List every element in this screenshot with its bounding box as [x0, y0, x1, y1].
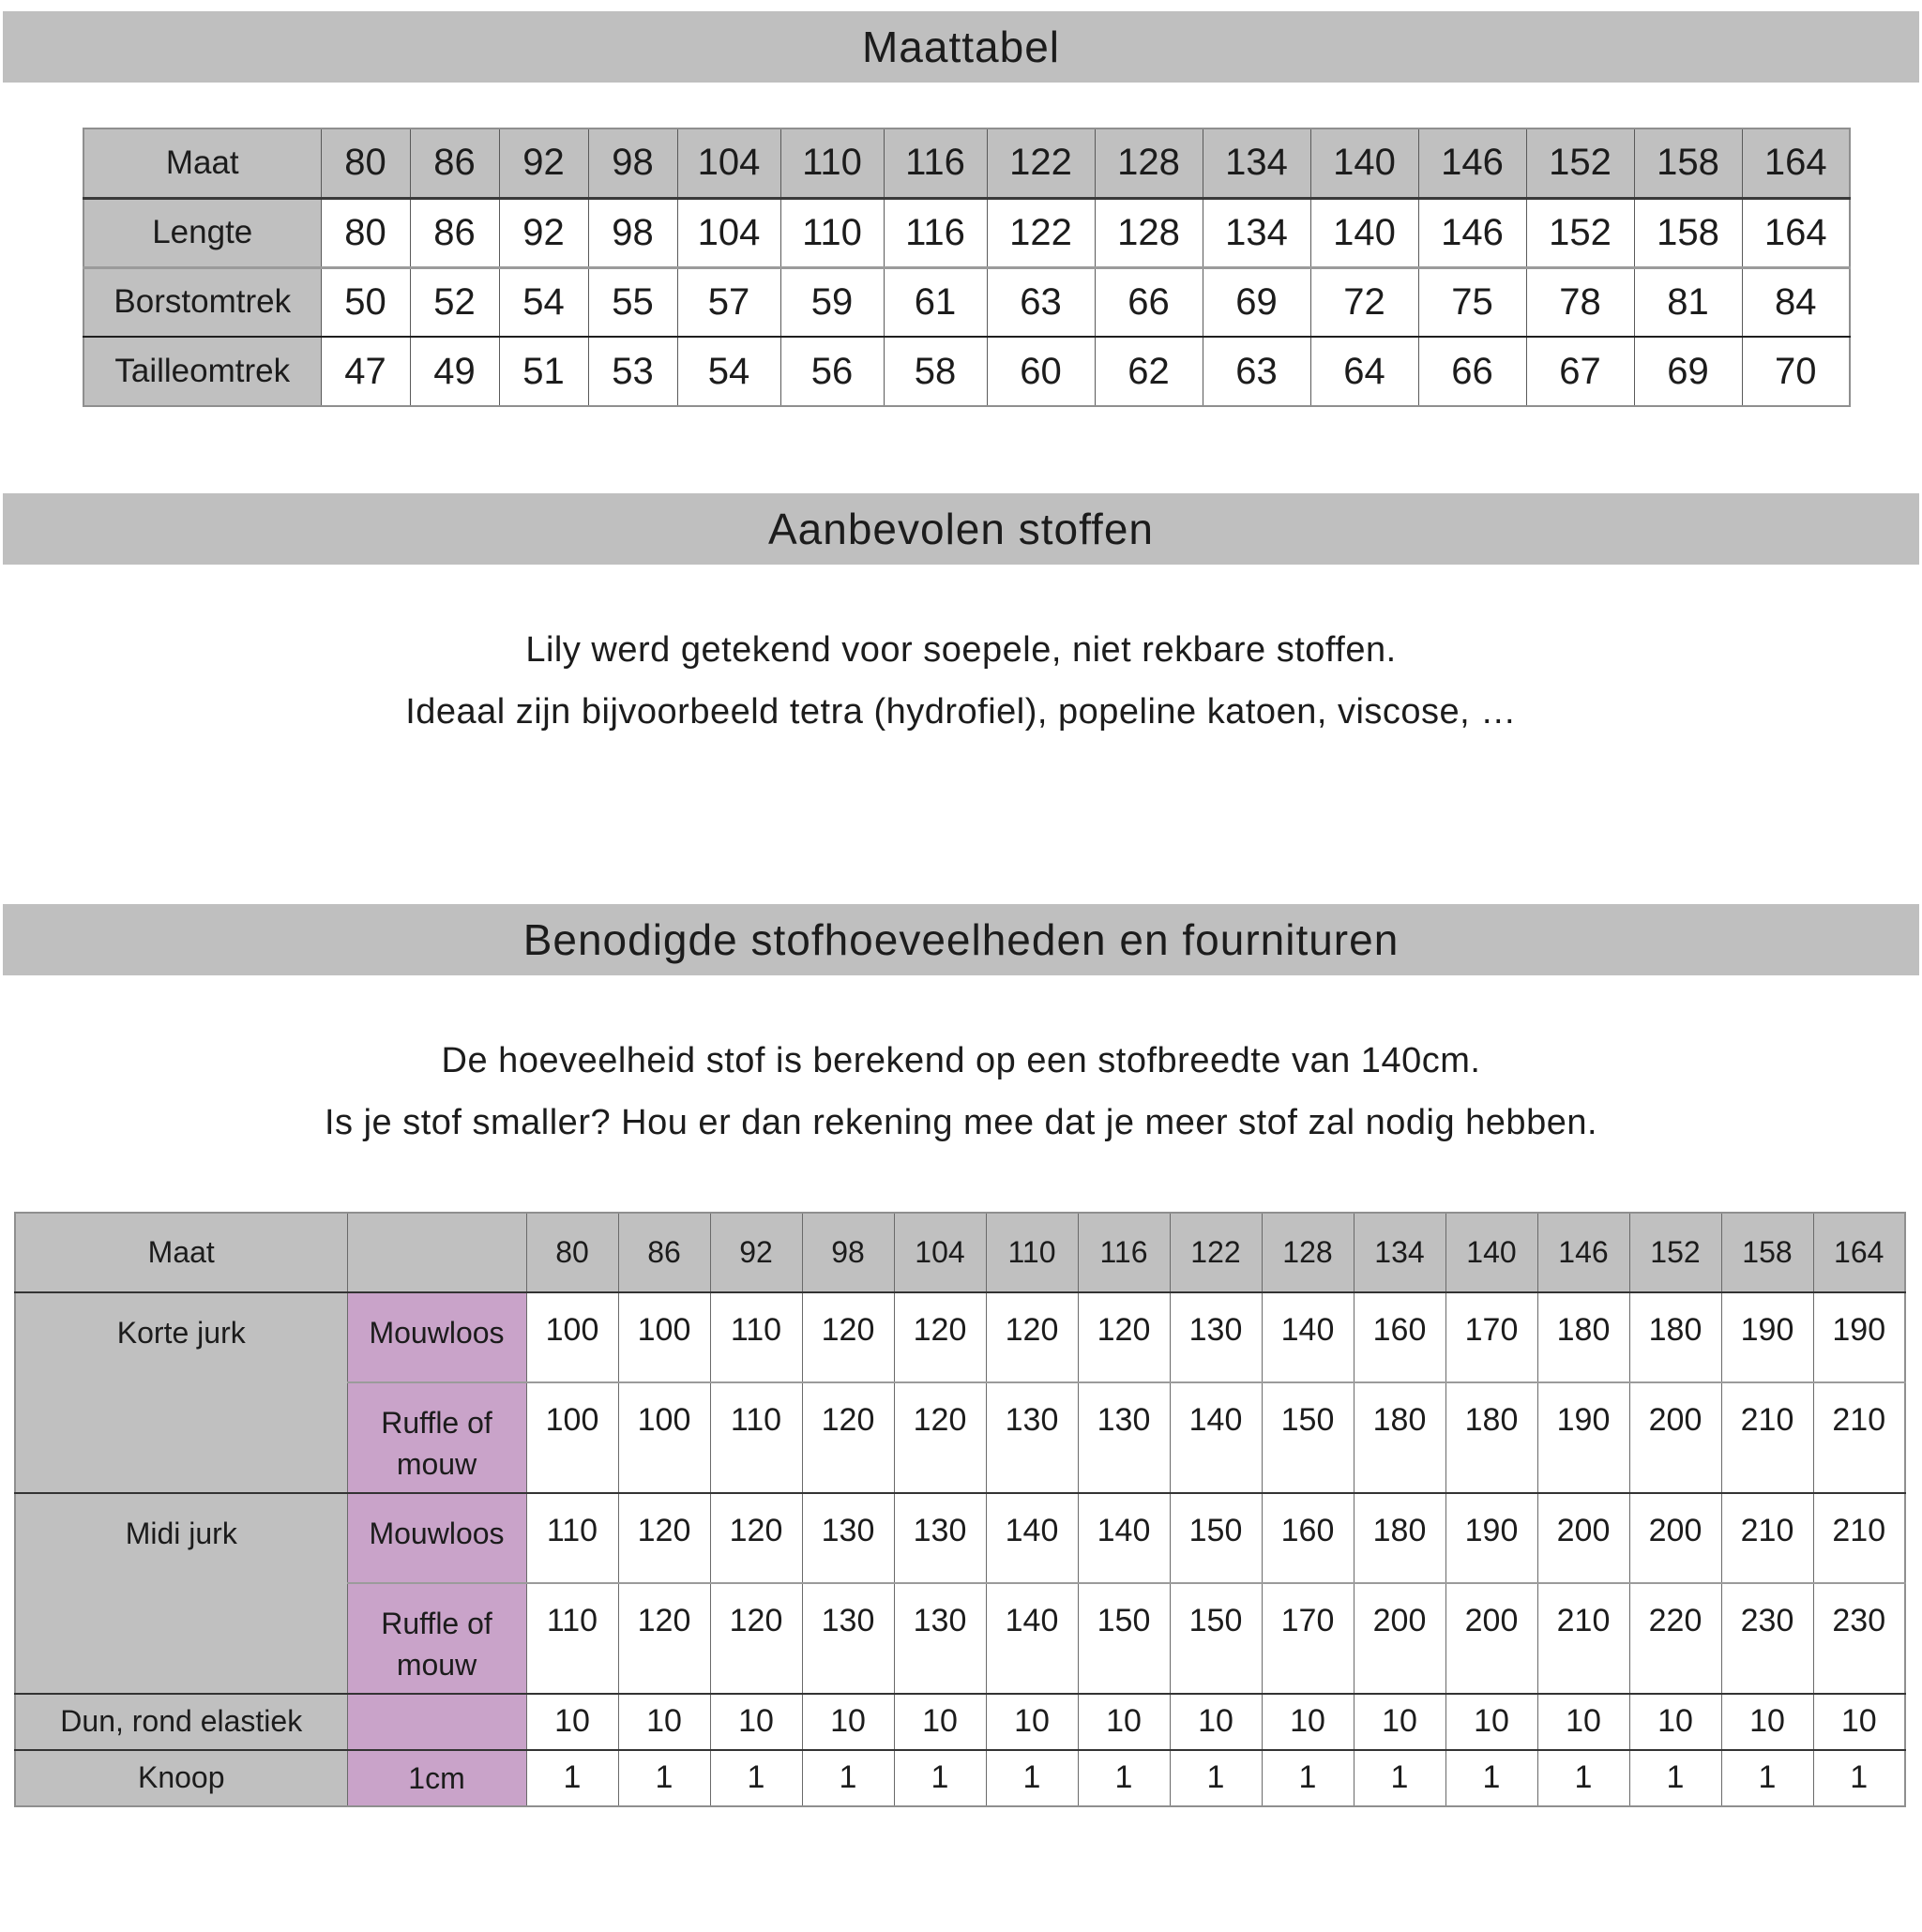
- materials-table-cell: 130: [894, 1493, 986, 1583]
- materials-table-cell: 10: [1537, 1694, 1629, 1750]
- size-table-cell: 72: [1310, 267, 1418, 337]
- materials-table-cell: 130: [1170, 1292, 1262, 1382]
- materials-table-cell: 180: [1354, 1382, 1445, 1493]
- size-table-row-label: Tailleomtrek: [83, 337, 321, 406]
- size-table-cell: 64: [1310, 337, 1418, 406]
- materials-table-cell: 1: [1445, 1750, 1537, 1806]
- size-table-cell: 80: [321, 128, 410, 198]
- materials-table-cell: 1: [802, 1750, 894, 1806]
- size-table-cell: 98: [588, 128, 677, 198]
- materials-table-cell: 10: [986, 1694, 1078, 1750]
- materials-row-variant: 1cm: [347, 1750, 526, 1806]
- materials-table-cell: 120: [802, 1382, 894, 1493]
- materials-table-cell: 150: [1170, 1493, 1262, 1583]
- section-title-maattabel: Maattabel: [861, 23, 1060, 71]
- size-table-cell: 116: [884, 128, 987, 198]
- materials-header-size: 86: [618, 1213, 710, 1292]
- materials-table-cell: 210: [1721, 1382, 1813, 1493]
- materials-table-cell: 140: [1262, 1292, 1354, 1382]
- materials-table-cell: 1: [526, 1750, 618, 1806]
- materials-table-cell: 100: [526, 1382, 618, 1493]
- materials-table-cell: 1: [1262, 1750, 1354, 1806]
- materials-table-cell: 200: [1354, 1583, 1445, 1694]
- materials-row-variant: Ruffle of mouw: [347, 1583, 526, 1694]
- size-table-cell: 122: [987, 128, 1095, 198]
- benodigdheden-line-1: De hoeveelheid stof is berekend op een stofbreedte van 140cm.: [441, 1041, 1481, 1080]
- materials-table-cell: 1: [710, 1750, 802, 1806]
- materials-table-cell: 190: [1445, 1493, 1537, 1583]
- materials-header-row: [15, 1213, 1905, 1292]
- materials-header-size: 104: [894, 1213, 986, 1292]
- size-table-cell: 53: [588, 337, 677, 406]
- materials-table-cell: 110: [526, 1493, 618, 1583]
- size-table-cell: 92: [499, 198, 588, 267]
- materials-table-cell: 120: [986, 1292, 1078, 1382]
- size-table-cell: 62: [1095, 337, 1203, 406]
- materials-table-cell: 1: [1170, 1750, 1262, 1806]
- materials-table-cell: 230: [1813, 1583, 1905, 1694]
- materials-table-cell: 140: [986, 1583, 1078, 1694]
- materials-table-cell: 1: [1354, 1750, 1445, 1806]
- materials-table-cell: 10: [1170, 1694, 1262, 1750]
- materials-header-size: 152: [1629, 1213, 1721, 1292]
- materials-table-cell: 10: [1354, 1694, 1445, 1750]
- materials-table-cell: 140: [1078, 1493, 1170, 1583]
- materials-table-cell: 210: [1813, 1493, 1905, 1583]
- materials-header-size: 98: [802, 1213, 894, 1292]
- materials-row-variant: Ruffle of mouw: [347, 1382, 526, 1493]
- size-table-cell: 66: [1418, 337, 1526, 406]
- materials-table-cell: 210: [1813, 1382, 1905, 1493]
- materials-table-cell: 10: [1262, 1694, 1354, 1750]
- size-table-cell: 75: [1418, 267, 1526, 337]
- materials-header-size: 116: [1078, 1213, 1170, 1292]
- size-table-cell: 70: [1742, 337, 1850, 406]
- size-chart-table: [83, 128, 1851, 407]
- materials-table-cell: 200: [1537, 1493, 1629, 1583]
- materials-table-cell: 1: [1813, 1750, 1905, 1806]
- materials-table-row: [15, 1694, 1905, 1750]
- section-title-stoffen: Aanbevolen stoffen: [767, 505, 1155, 553]
- materials-table-cell: 10: [1813, 1694, 1905, 1750]
- materials-table-cell: 220: [1629, 1583, 1721, 1694]
- materials-table-cell: 1: [1629, 1750, 1721, 1806]
- materials-table-cell: 10: [894, 1694, 986, 1750]
- size-table-cell: 69: [1634, 337, 1742, 406]
- size-table-row: [83, 128, 1850, 198]
- size-table-cell: 52: [410, 267, 499, 337]
- materials-table-cell: 130: [1078, 1382, 1170, 1493]
- size-table-cell: 98: [588, 198, 677, 267]
- section-title-benodigdheden: Benodigde stofhoeveelheden en fournituren: [522, 915, 1400, 964]
- size-table-cell: 63: [1203, 337, 1310, 406]
- stoffen-line-2: Ideaal zijn bijvoorbeeld tetra (hydrofiel), popeline katoen, viscose, …: [405, 692, 1517, 732]
- size-table-cell: 134: [1203, 128, 1310, 198]
- materials-table-cell: 210: [1537, 1583, 1629, 1694]
- materials-table-cell: 1: [986, 1750, 1078, 1806]
- materials-table-cell: 100: [618, 1382, 710, 1493]
- size-table-cell: 158: [1634, 198, 1742, 267]
- materials-row-variant: Mouwloos: [347, 1493, 526, 1583]
- size-chart-body: [83, 128, 1850, 406]
- size-table-row-label: Lengte: [83, 198, 321, 267]
- materials-table-cell: 160: [1262, 1493, 1354, 1583]
- size-table-cell: 116: [884, 198, 987, 267]
- materials-table-row: [15, 1750, 1905, 1806]
- materials-table-cell: 120: [894, 1292, 986, 1382]
- materials-table-cell: 230: [1721, 1583, 1813, 1694]
- materials-table-body: [15, 1213, 1905, 1806]
- size-table-row: [83, 198, 1850, 267]
- size-table-cell: 54: [499, 267, 588, 337]
- materials-header-size: 80: [526, 1213, 618, 1292]
- materials-table-cell: 180: [1629, 1292, 1721, 1382]
- materials-header-label: Maat: [15, 1213, 347, 1292]
- stoffen-paragraph: [0, 619, 1922, 743]
- size-table-cell: 158: [1634, 128, 1742, 198]
- materials-table-cell: 1: [1721, 1750, 1813, 1806]
- size-table-cell: 54: [677, 337, 780, 406]
- size-table-cell: 61: [884, 267, 987, 337]
- materials-table-cell: 130: [894, 1583, 986, 1694]
- materials-table-cell: 10: [618, 1694, 710, 1750]
- materials-table-cell: 120: [618, 1493, 710, 1583]
- materials-header-size: 122: [1170, 1213, 1262, 1292]
- size-table-cell: 55: [588, 267, 677, 337]
- materials-header-size: 110: [986, 1213, 1078, 1292]
- size-table-cell: 104: [677, 128, 780, 198]
- size-table-cell: 84: [1742, 267, 1850, 337]
- size-table-cell: 56: [780, 337, 884, 406]
- materials-table-cell: 140: [1170, 1382, 1262, 1493]
- materials-table-cell: 1: [1537, 1750, 1629, 1806]
- materials-table-cell: 1: [1078, 1750, 1170, 1806]
- size-table-cell: 51: [499, 337, 588, 406]
- materials-table-row: [15, 1292, 1905, 1382]
- section-banner-stoffen: [3, 493, 1919, 565]
- size-table-cell: 86: [410, 128, 499, 198]
- materials-table-cell: 1: [894, 1750, 986, 1806]
- size-table-row-label: Maat: [83, 128, 321, 198]
- size-table-cell: 164: [1742, 128, 1850, 198]
- size-table-cell: 63: [987, 267, 1095, 337]
- materials-table-cell: 130: [986, 1382, 1078, 1493]
- size-table-row: [83, 267, 1850, 337]
- materials-table-cell: 150: [1170, 1583, 1262, 1694]
- materials-table-cell: 10: [710, 1694, 802, 1750]
- materials-row-label: Korte jurk: [15, 1292, 347, 1493]
- section-banner-maattabel: [3, 11, 1919, 83]
- materials-table-cell: 120: [802, 1292, 894, 1382]
- size-table-cell: 47: [321, 337, 410, 406]
- materials-row-label: Knoop: [15, 1750, 347, 1806]
- size-table-row-label: Borstomtrek: [83, 267, 321, 337]
- materials-table-cell: 150: [1262, 1382, 1354, 1493]
- size-table-cell: 57: [677, 267, 780, 337]
- size-table-cell: 122: [987, 198, 1095, 267]
- size-table-cell: 152: [1526, 128, 1634, 198]
- materials-header-size: 164: [1813, 1213, 1905, 1292]
- size-table-cell: 128: [1095, 198, 1203, 267]
- materials-table-cell: 200: [1629, 1493, 1721, 1583]
- materials-table-cell: 10: [1629, 1694, 1721, 1750]
- materials-table-cell: 100: [618, 1292, 710, 1382]
- materials-table-cell: 170: [1445, 1292, 1537, 1382]
- materials-header-size: 158: [1721, 1213, 1813, 1292]
- size-table-cell: 67: [1526, 337, 1634, 406]
- benodigdheden-line-2: Is je stof smaller? Hou er dan rekening mee dat je meer stof zal nodig hebben.: [324, 1103, 1598, 1142]
- materials-row-label: Dun, rond elastiek: [15, 1694, 347, 1750]
- size-table-cell: 146: [1418, 198, 1526, 267]
- materials-header-size: 92: [710, 1213, 802, 1292]
- size-table-cell: 152: [1526, 198, 1634, 267]
- pattern-instructions-page: [0, 11, 1922, 1807]
- materials-table-cell: 10: [526, 1694, 618, 1750]
- materials-table-cell: 1: [618, 1750, 710, 1806]
- materials-table-cell: 180: [1445, 1382, 1537, 1493]
- materials-table-cell: 120: [710, 1583, 802, 1694]
- materials-table-cell: 10: [1078, 1694, 1170, 1750]
- materials-header-size: 128: [1262, 1213, 1354, 1292]
- materials-header-size: 134: [1354, 1213, 1445, 1292]
- size-table-cell: 81: [1634, 267, 1742, 337]
- materials-table-cell: 180: [1537, 1292, 1629, 1382]
- size-table-cell: 80: [321, 198, 410, 267]
- size-table-row: [83, 337, 1850, 406]
- materials-table-cell: 170: [1262, 1583, 1354, 1694]
- materials-table-cell: 150: [1078, 1583, 1170, 1694]
- materials-header-size: 146: [1537, 1213, 1629, 1292]
- materials-header-size: 140: [1445, 1213, 1537, 1292]
- materials-table-cell: 100: [526, 1292, 618, 1382]
- size-table-cell: 58: [884, 337, 987, 406]
- materials-table-cell: 200: [1629, 1382, 1721, 1493]
- size-table-cell: 164: [1742, 198, 1850, 267]
- materials-table-cell: 10: [1445, 1694, 1537, 1750]
- size-table-cell: 140: [1310, 128, 1418, 198]
- materials-table-cell: 200: [1445, 1583, 1537, 1694]
- size-table-cell: 92: [499, 128, 588, 198]
- materials-table-cell: 210: [1721, 1493, 1813, 1583]
- materials-table-cell: 110: [526, 1583, 618, 1694]
- materials-row-label: Midi jurk: [15, 1493, 347, 1694]
- materials-row-variant: Mouwloos: [347, 1292, 526, 1382]
- size-table-cell: 104: [677, 198, 780, 267]
- materials-table-cell: 130: [802, 1493, 894, 1583]
- materials-table-cell: 110: [710, 1382, 802, 1493]
- size-table-cell: 110: [780, 128, 884, 198]
- materials-table-cell: 190: [1537, 1382, 1629, 1493]
- materials-table-cell: 110: [710, 1292, 802, 1382]
- stoffen-line-1: Lily werd getekend voor soepele, niet rekbare stoffen.: [525, 630, 1397, 670]
- materials-table-cell: 140: [986, 1493, 1078, 1583]
- size-table-cell: 66: [1095, 267, 1203, 337]
- size-table-cell: 128: [1095, 128, 1203, 198]
- materials-table-row: [15, 1493, 1905, 1583]
- benodigdheden-paragraph: [0, 1030, 1922, 1154]
- materials-table-cell: 10: [1721, 1694, 1813, 1750]
- materials-header-variant: [347, 1213, 526, 1292]
- size-table-cell: 140: [1310, 198, 1418, 267]
- size-table-cell: 49: [410, 337, 499, 406]
- materials-table: [14, 1212, 1906, 1807]
- materials-table-cell: 120: [710, 1493, 802, 1583]
- size-table-cell: 78: [1526, 267, 1634, 337]
- materials-table-cell: 160: [1354, 1292, 1445, 1382]
- size-table-cell: 110: [780, 198, 884, 267]
- materials-table-cell: 120: [1078, 1292, 1170, 1382]
- materials-table-cell: 120: [618, 1583, 710, 1694]
- size-table-cell: 69: [1203, 267, 1310, 337]
- materials-table-cell: 10: [802, 1694, 894, 1750]
- materials-table-cell: 180: [1354, 1493, 1445, 1583]
- size-table-cell: 134: [1203, 198, 1310, 267]
- materials-table-cell: 190: [1813, 1292, 1905, 1382]
- size-table-cell: 146: [1418, 128, 1526, 198]
- materials-row-variant: [347, 1694, 526, 1750]
- section-banner-benodigdheden: [3, 904, 1919, 975]
- materials-table-cell: 120: [894, 1382, 986, 1493]
- size-table-cell: 59: [780, 267, 884, 337]
- materials-table-cell: 190: [1721, 1292, 1813, 1382]
- size-table-cell: 50: [321, 267, 410, 337]
- size-table-cell: 86: [410, 198, 499, 267]
- size-table-cell: 60: [987, 337, 1095, 406]
- materials-table-cell: 130: [802, 1583, 894, 1694]
